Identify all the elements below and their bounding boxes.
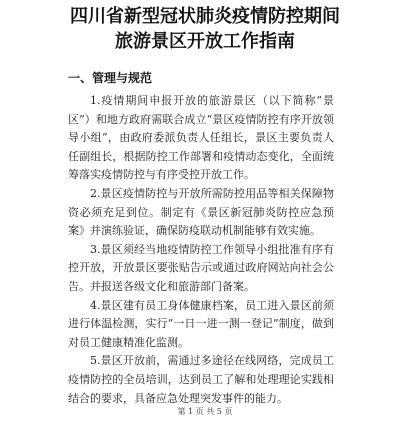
document-title-line2: 旅游景区开放工作指南 — [115, 31, 295, 52]
section-heading: 一、管理与规范 — [68, 71, 153, 85]
paragraph-5: 5.景区开放前，需通过多途径在线网络，完成员工疫情防控的全员培训，达到员工了解和处理理论实践相结合的要求，具备应急处理突发事件的能力。 — [68, 354, 334, 405]
document-title-line1: 四川省新型冠状肺炎疫情防控期间 — [70, 6, 340, 27]
paragraph-2: 2.景区疫情防控与开放所需防控用品等相关保障物资必须充足到位。制定有《景区新冠肺炎防控应急预案》并演练验证，确保防疫联动机制能够有效实施。 — [68, 186, 334, 238]
document-body — [68, 92, 334, 408]
page-footer: 第 1 页 共 5 页 — [177, 407, 233, 416]
paragraph-1: 1.疫情期间申报开放的旅游景区（以下简称“景区”）和地方政府需联合成立“景区疫情防控有序开放领导小组”，由政府委派负责人任组长，景区主要负责人任副组长，根据防控工作部署和疫情动态变化，全面统筹落实疫情防控与有序受控开放工作。 — [68, 94, 334, 182]
paragraph-4: 4.景区建有员工身体健康档案，员工进入景区前须进行体温检测，实行“一日一进一测一登记”制度，做到对员工健康精准化监测。 — [68, 298, 334, 349]
paragraph-3: 3.景区须经当地疫情防控工作领导小组批准有序有控开放，开放景区要张贴告示或通过政府网站向社会公告。并报送各级文化和旅游部门备案。 — [68, 242, 334, 293]
